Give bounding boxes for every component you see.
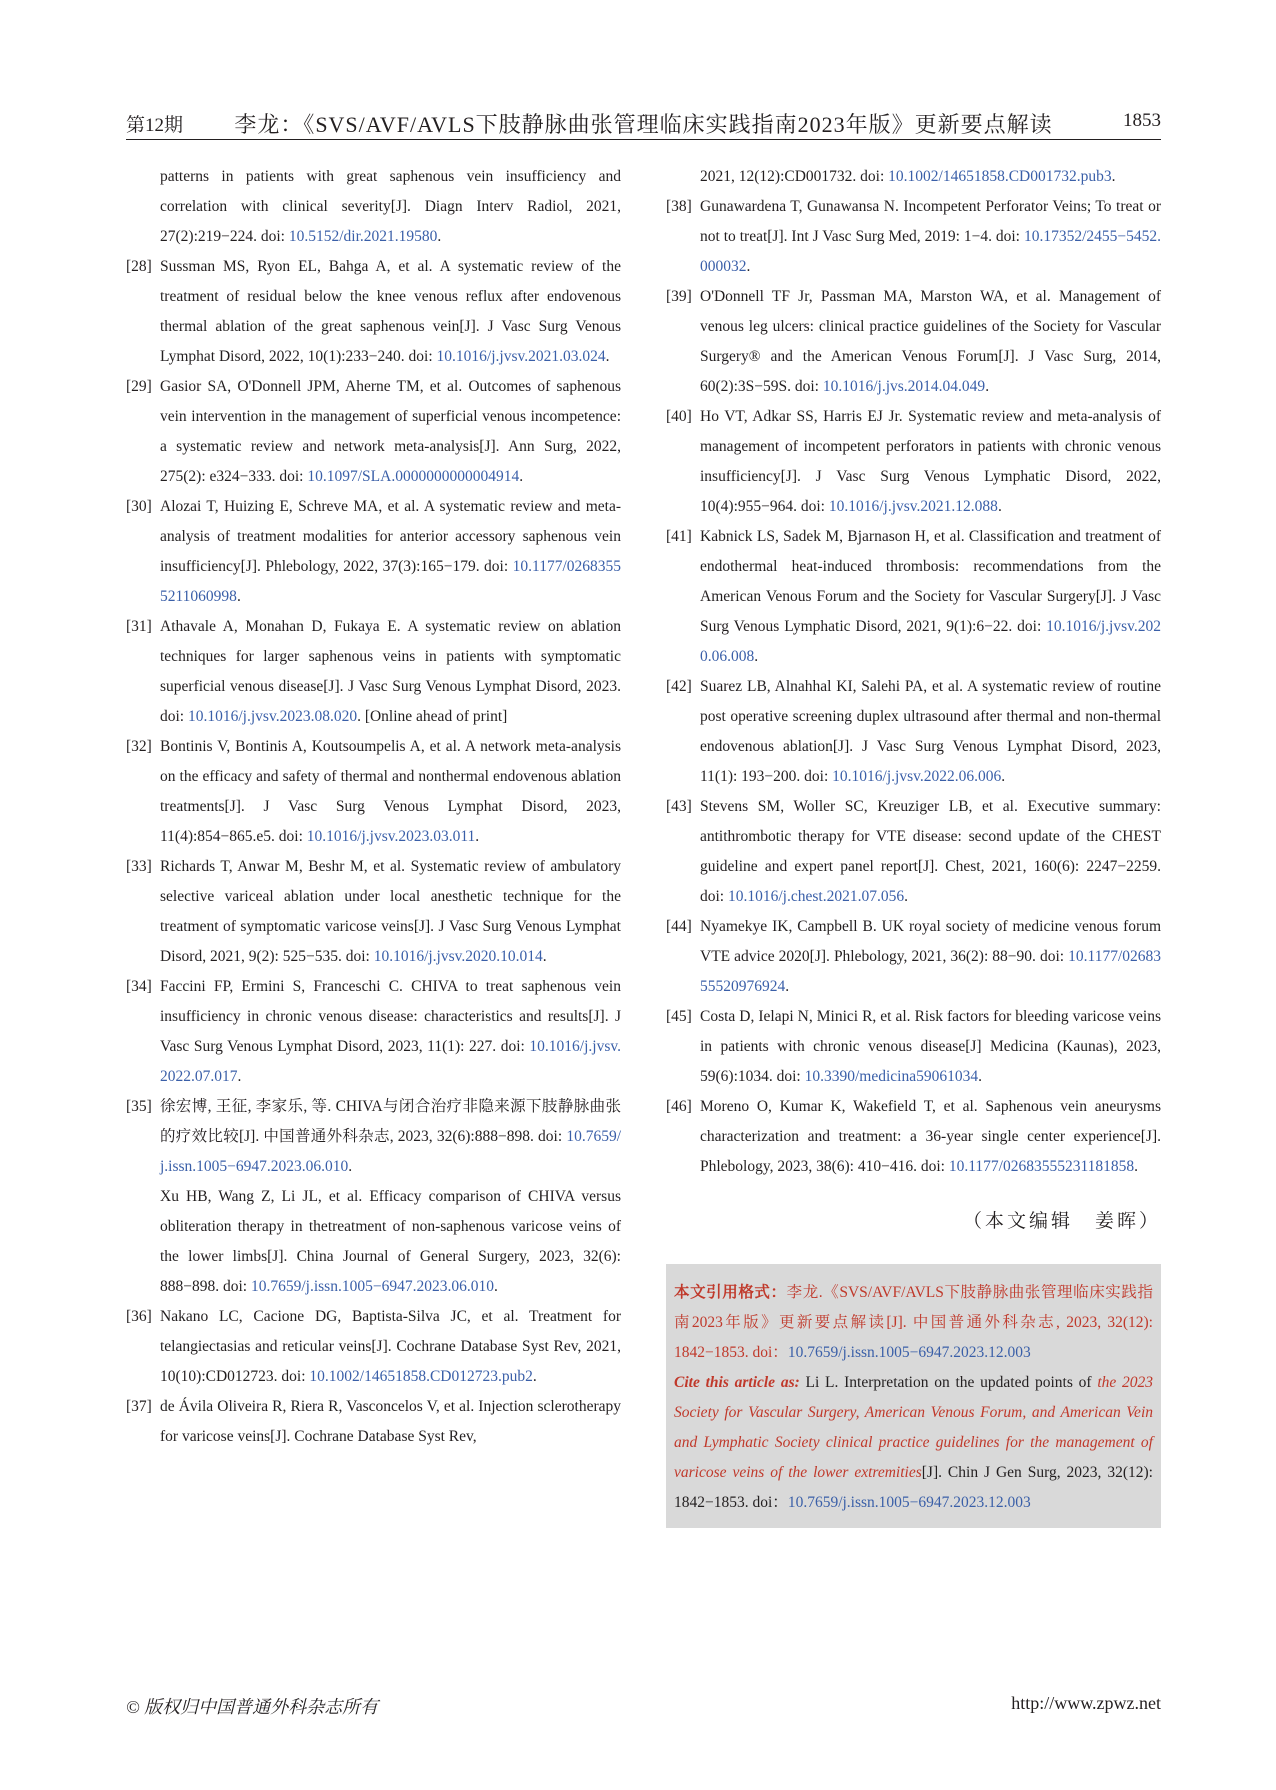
reference-number: [28]	[126, 258, 152, 275]
reference-number: [34]	[126, 978, 152, 995]
reference-text: patterns in patients with great saphenous vein insufficiency and correlation with clinical severity[J]. Diagn Interv Radiol, 2021, 27(2):219−224. doi:	[160, 168, 621, 245]
reference-number: [29]	[126, 378, 152, 395]
reference-text: Nakano LC, Cacione DG, Baptista-Silva JC, et al. Treatment for telangiectasias and reticular veins[J]. Cochrane Database Syst Rev, 2021, 10(10):CD012723. doi:	[160, 1308, 621, 1385]
reference-tail: .	[785, 978, 790, 995]
reference-text: Gunawardena T, Gunawansa N. Incompetent Perforator Veins; To treat or not to treat[J]. Int J Vasc Surg Med, 2019: 1−4. doi:	[700, 198, 1161, 245]
doi-link[interactable]: 10.1002/14651858.CD001732.pub3	[888, 168, 1112, 185]
reference-tail: . [Online ahead of print]	[357, 708, 508, 725]
reference-tail: .	[605, 348, 610, 365]
reference-text: Stevens SM, Woller SC, Kreuziger LB, et al. Executive summary: antithrombotic therapy for VTE disease: second update of the CHEST guideline and expert panel report[J]. Chest, 2021, 160(6): 2247−2259. doi:	[700, 798, 1161, 905]
cite-en-journal: [J]. Chin J Gen Surg, 2023, 32(12): 1842−1853. doi：	[674, 1464, 1153, 1511]
reference-number: [43]	[666, 798, 692, 815]
reference-item	[126, 1182, 621, 1302]
reference-item	[126, 972, 621, 1092]
left-column-references	[126, 162, 621, 1452]
reference-text: Xu HB, Wang Z, Li JL, et al. Efficacy comparison of CHIVA versus obliteration therapy in thetreatment of non-saphenous varicose veins of the lower limbs[J]. China Journal of General Surgery, 2023, 32(6): 888−898. doi:	[160, 1188, 621, 1295]
reference-text: Sussman MS, Ryon EL, Bahga A, et al. A systematic review of the treatment of residual below the knee venous reflux after endovenous thermal ablation of the great saphenous vein[J]. J Vasc Surg Venous Lymphat Disord, 2022, 10(1):233−240. doi:	[160, 258, 621, 365]
issue-number: 第12期	[126, 115, 184, 136]
doi-link[interactable]: 10.1016/j.jvsv.2022.06.006	[832, 768, 1002, 785]
reference-number: [44]	[666, 918, 692, 935]
reference-number: [37]	[126, 1398, 152, 1415]
reference-tail: .	[746, 258, 751, 275]
reference-number: [39]	[666, 288, 692, 305]
doi-link[interactable]: 10.1016/j.jvs.2014.04.049	[822, 378, 986, 395]
doi-link[interactable]: 10.7659/j.issn.1005−6947.2023.06.010	[250, 1278, 494, 1295]
reference-item	[126, 492, 621, 612]
reference-text: Alozai T, Huizing E, Schreve MA, et al. A systematic review and meta-analysis of treatment modalities for anterior accessory saphenous vein insufficiency[J]. Phlebology, 2022, 37(3):165−179. doi:	[160, 498, 621, 575]
citation-box	[666, 1264, 1161, 1528]
reference-number: [46]	[666, 1098, 692, 1115]
reference-text: 2021, 12(12):CD001732. doi:	[700, 168, 889, 185]
cite-en-doi-link[interactable]: 10.7659/j.issn.1005−6947.2023.12.003	[787, 1494, 1031, 1511]
reference-text: de Ávila Oliveira R, Riera R, Vasconcelos V, et al. Injection sclerotherapy for varicose veins[J]. Cochrane Database Syst Rev,	[160, 1398, 621, 1445]
doi-link[interactable]: 10.17352/2455−5452.000032	[700, 228, 1161, 275]
doi-link[interactable]: 10.1016/j.jvsv.2021.12.088	[828, 498, 998, 515]
editor-credit: （本文编辑 姜晖）	[962, 1211, 1161, 1232]
reference-tail: .	[997, 498, 1002, 515]
reference-tail: .	[542, 948, 547, 965]
reference-number: [30]	[126, 498, 152, 515]
reference-number: [42]	[666, 678, 692, 695]
doi-link[interactable]: 10.5152/dir.2021.19580	[288, 228, 438, 245]
running-header	[126, 108, 1161, 140]
reference-tail: .	[985, 378, 990, 395]
doi-link[interactable]: 10.1016/j.jvsv.2023.08.020	[188, 708, 358, 725]
reference-number: [40]	[666, 408, 692, 425]
cite-en-article-title: the 2023 Society for Vascular Surgery, American Venous Forum, and American Vein and Lymphatic Society clinical practice guidelines for the management of varicose veins of the lower extremities	[674, 1374, 1154, 1481]
reference-item	[126, 1092, 621, 1182]
cite-cn-text: 李龙.《SVS/AVF/AVLS下肢静脉曲张管理临床实践指南2023年版》更新要点解读[J]. 中国普通外科杂志, 2023, 32(12): 1842−1853. doi：	[674, 1284, 1153, 1361]
reference-number: [32]	[126, 738, 152, 755]
reference-number: [36]	[126, 1308, 152, 1325]
doi-link[interactable]: 10.1177/02683555211060998	[160, 558, 621, 605]
reference-item	[126, 612, 621, 732]
reference-item	[666, 522, 1161, 672]
reference-tail: .	[519, 468, 524, 485]
reference-item	[126, 372, 621, 492]
reference-text: Kabnick LS, Sadek M, Bjarnason H, et al. Classification and treatment of endothermal heat-induced thrombosis: recommendations from the American Venous Forum and the Society for Vascular Surgery[J]. J Vasc Surg Venous Lymphatic Disord, 2021, 9(1):6−22. doi:	[700, 528, 1161, 635]
reference-number: [45]	[666, 1008, 692, 1025]
doi-link[interactable]: 10.1097/SLA.0000000000004914	[307, 468, 520, 485]
reference-item	[666, 402, 1161, 522]
cite-cn-label: 本文引用格式：	[674, 1284, 787, 1301]
reference-text: Suarez LB, Alnahhal KI, Salehi PA, et al. A systematic review of routine post operative screening duplex ultrasound after thermal and non-thermal endovenous ablation[J]. J Vasc Surg Venous Lymphat Disord, 2023, 11(1): 193−200. doi:	[700, 678, 1161, 785]
doi-link[interactable]: 10.7659/j.issn.1005−6947.2023.06.010	[160, 1128, 621, 1175]
reference-text: Richards T, Anwar M, Beshr M, et al. Systematic review of ambulatory selective variceal ablation under local anesthetic technique for the treatment of symptomatic varicose veins[J]. J Vasc Surg Venous Lymphat Disord, 2021, 9(2): 525−535. doi:	[160, 858, 621, 965]
doi-link[interactable]: 10.1177/02683555231181858	[948, 1158, 1135, 1175]
reference-number: [31]	[126, 618, 152, 635]
reference-tail: .	[237, 1068, 242, 1085]
reference-item	[666, 672, 1161, 792]
reference-text: Costa D, Ielapi N, Minici R, et al. Risk factors for bleeding varicose veins in patients with chronic venous disease[J] Medicina (Kaunas), 2023, 59(6):1034. doi:	[700, 1008, 1161, 1085]
reference-text: Gasior SA, O'Donnell JPM, Aherne TM, et al. Outcomes of saphenous vein intervention in the management of superficial venous incompetence: a systematic review and network meta-analysis[J]. Ann Surg, 2022, 275(2): e324−333. doi:	[160, 378, 621, 485]
doi-link[interactable]: 10.1016/j.jvsv.2020.10.014	[373, 948, 543, 965]
doi-link[interactable]: 10.1016/j.jvsv.2021.03.024	[436, 348, 606, 365]
reference-item	[666, 912, 1161, 1002]
reference-item	[126, 732, 621, 852]
reference-number: [35]	[126, 1098, 152, 1115]
reference-item	[666, 1092, 1161, 1182]
running-title: 李龙：《SVS/AVF/AVLS下肢静脉曲张管理临床实践指南2023年版》更新要点解读	[234, 112, 1053, 137]
reference-tail: .	[754, 648, 759, 665]
reference-text: Nyamekye IK, Campbell B. UK royal society of medicine venous forum VTE advice 2020[J]. Phlebology, 2021, 36(2): 88−90. doi:	[700, 918, 1161, 965]
reference-item	[666, 162, 1161, 192]
reference-item	[126, 252, 621, 372]
reference-tail: .	[532, 1368, 537, 1385]
journal-url[interactable]: http://www.zpwz.net	[1011, 1693, 1161, 1713]
reference-tail: .	[978, 1068, 982, 1085]
reference-item	[126, 162, 621, 252]
reference-text: Athavale A, Monahan D, Fukaya E. A systematic review on ablation techniques for larger saphenous veins in patients with symptomatic superficial venous disease[J]. J Vasc Surg Venous Lymphat Disord, 2023. doi:	[160, 618, 621, 725]
reference-item	[666, 792, 1161, 912]
reference-number: [33]	[126, 858, 152, 875]
doi-link[interactable]: 10.1016/j.jvsv.2023.03.011	[306, 828, 476, 845]
cite-en-label: Cite this article as:	[674, 1374, 800, 1391]
page-footer	[126, 1693, 1161, 1723]
reference-text: Ho VT, Adkar SS, Harris EJ Jr. Systematic review and meta-analysis of management of incompetent perforators in patients with chronic venous insufficiency[J]. J Vasc Surg Venous Lymphatic Disord, 2022, 10(4):955−964. doi:	[700, 408, 1161, 515]
right-reference-list	[666, 162, 1161, 1182]
doi-link[interactable]: 10.3390/medicina59061034	[804, 1068, 979, 1085]
reference-item	[126, 1302, 621, 1392]
reference-number: [38]	[666, 198, 692, 215]
cite-cn-doi-link[interactable]: 10.7659/j.issn.1005−6947.2023.12.003	[787, 1344, 1031, 1361]
doi-link[interactable]: 10.1016/j.jvsv.2020.06.008	[700, 618, 1161, 665]
reference-item	[666, 192, 1161, 282]
reference-item	[666, 282, 1161, 402]
reference-text: 徐宏博, 王征, 李家乐, 等. CHIVA与闭合治疗非隐来源下肢静脉曲张的疗效比较[J]. 中国普通外科杂志, 2023, 32(6):888−898. doi:	[160, 1098, 621, 1145]
reference-text: Bontinis V, Bontinis A, Koutsoumpelis A, et al. A network meta-analysis on the efficacy and safety of thermal and nonthermal endovenous ablation treatments[J]. J Vasc Surg Venous Lymphat Disord, 2023, 11(4):854−865.e5. doi:	[160, 738, 621, 845]
reference-tail: .	[1134, 1158, 1138, 1175]
reference-text: Moreno O, Kumar K, Wakefield T, et al. Saphenous vein aneurysms characterization and treatment: a 36-year single center experience[J]. Phlebology, 2023, 38(6): 410−416. doi:	[700, 1098, 1161, 1175]
reference-number: [41]	[666, 528, 692, 545]
doi-link[interactable]: 10.1016/j.chest.2021.07.056	[728, 888, 905, 905]
page-number: 1853	[1123, 110, 1161, 131]
reference-tail: .	[236, 588, 241, 605]
reference-tail: .	[437, 228, 442, 245]
reference-tail: .	[493, 1278, 498, 1295]
right-column-references	[666, 162, 1161, 1528]
reference-text: O'Donnell TF Jr, Passman MA, Marston WA, et al. Management of venous leg ulcers: clinical practice guidelines of the Society for Vascular Surgery® and the American Venous Forum[J]. J Vasc Surg, 2014, 60(2):3S−59S. doi:	[700, 288, 1161, 395]
reference-text: Faccini FP, Ermini S, Franceschi C. CHIVA to treat saphenous vein insufficiency in chronic venous disease: characteristics and results[J]. J Vasc Surg Venous Lymphat Disord, 2023, 11(1): 227. doi:	[160, 978, 621, 1055]
doi-link[interactable]: 10.1016/j.jvsv.2022.07.017	[160, 1038, 621, 1085]
reference-tail: .	[475, 828, 480, 845]
reference-item	[126, 852, 621, 972]
reference-tail: .	[1001, 768, 1006, 785]
copyright-notice: © 版权归中国普通外科杂志所有	[126, 1697, 379, 1717]
cite-en-text: Li L. Interpretation on the updated points of	[799, 1374, 1098, 1391]
doi-link[interactable]: 10.1002/14651858.CD012723.pub2	[309, 1368, 533, 1385]
doi-link[interactable]: 10.1177/0268355520976924	[700, 948, 1161, 995]
reference-tail: .	[1111, 168, 1116, 185]
reference-tail: .	[348, 1158, 353, 1175]
reference-tail: .	[904, 888, 908, 905]
reference-item	[126, 1392, 621, 1452]
reference-item	[666, 1002, 1161, 1092]
